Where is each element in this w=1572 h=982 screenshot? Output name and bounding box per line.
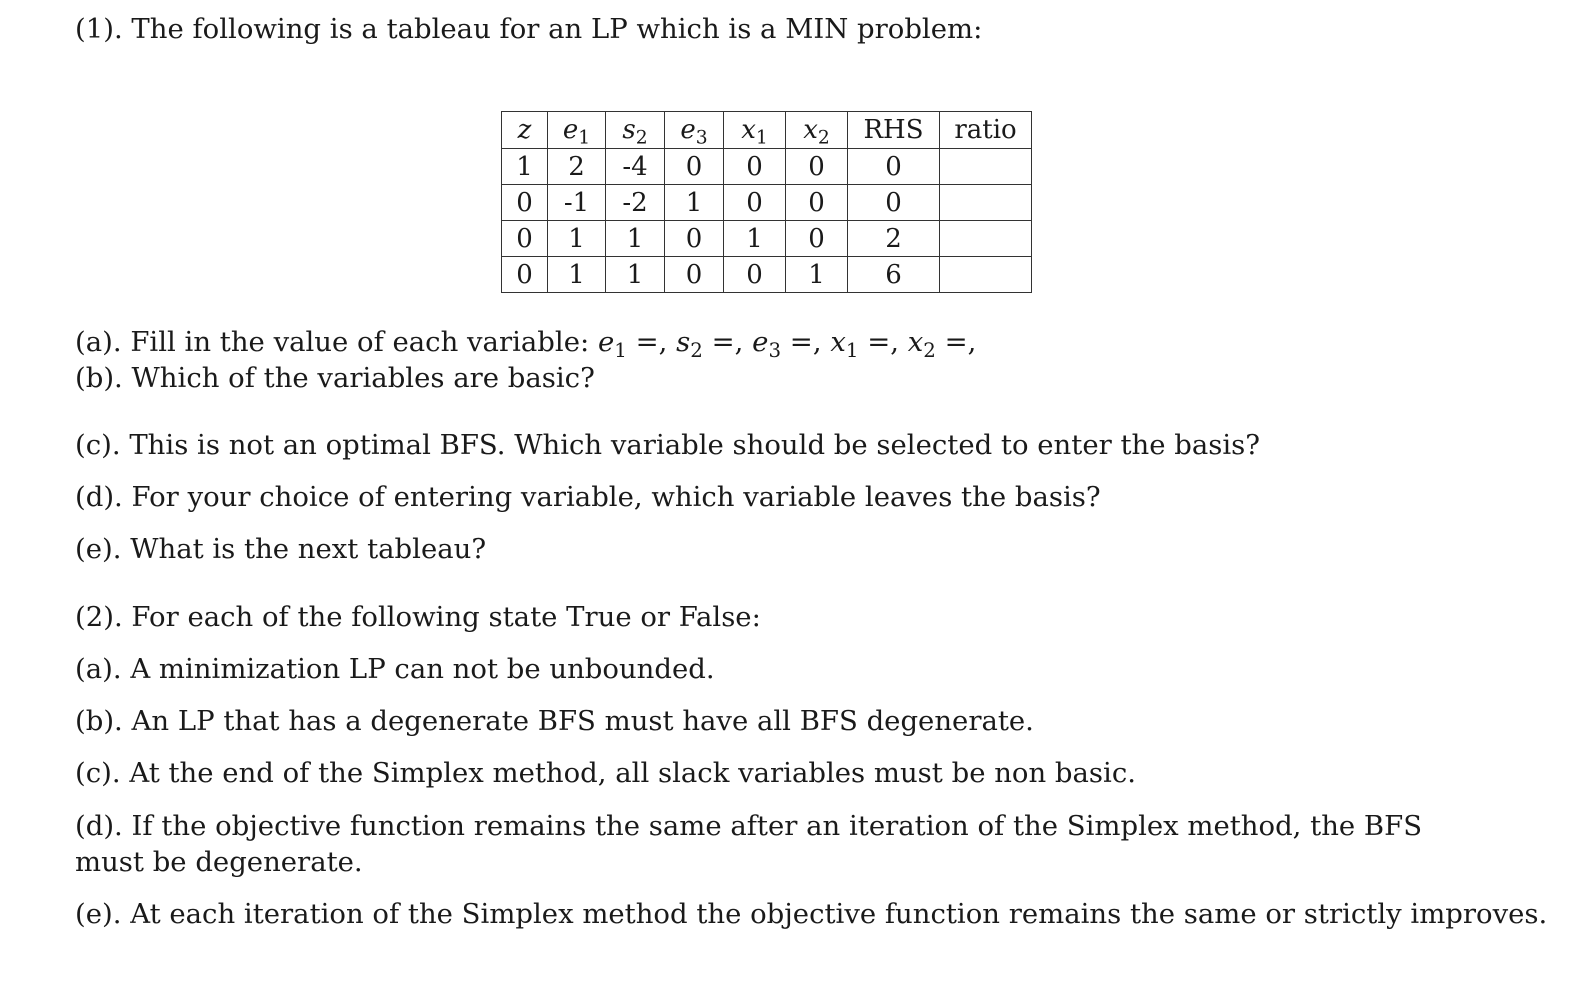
- tableau-cell: 0: [724, 257, 786, 293]
- tableau-cell: 2: [548, 149, 606, 185]
- tableau-cell: 0: [848, 185, 940, 221]
- header-e3: $e_3$: [665, 112, 724, 149]
- q1-c: (c). This is not an optimal BFS. Which variable should be selected to enter the basis?: [75, 429, 1261, 461]
- q1-b: (b). Which of the variables are basic?: [75, 362, 595, 394]
- tableau-row: [502, 221, 1032, 257]
- tableau-ratio-cell: [940, 221, 1032, 257]
- tableau-cell: 1: [548, 221, 606, 257]
- q2-d: (d). If the objective function remains the same after an iteration of the Simplex method, the BFS must be degenerate.: [75, 810, 1423, 878]
- tableau-cell: -2: [606, 185, 665, 221]
- tableau-cell: 0: [786, 185, 848, 221]
- tableau-cell: -1: [548, 185, 606, 221]
- tableau-cell: 0: [786, 149, 848, 185]
- tableau-cell: 1: [665, 185, 724, 221]
- q1-a-prefix: (a). Fill in the value of each variable:: [75, 326, 590, 358]
- q2-b: (b). An LP that has a degenerate BFS must have all BFS degenerate.: [75, 705, 1034, 737]
- tableau-cell: 0: [724, 185, 786, 221]
- tableau-cell: -4: [606, 149, 665, 185]
- q2-intro: (2). For each of the following state True or False:: [75, 601, 761, 633]
- tableau-cell: 0: [848, 149, 940, 185]
- q1-intro: (1). The following is a tableau for an LP which is a MIN problem:: [75, 13, 983, 45]
- tableau-cell: 0: [502, 185, 548, 221]
- q1-a-variables: $e_1$ =, $s_2$ =, $e_3$ =, $x_1$ =, $x_2$ =,: [597, 326, 977, 362]
- tableau-cell: 1: [724, 221, 786, 257]
- q2-c: (c). At the end of the Simplex method, all slack variables must be non basic.: [75, 757, 1136, 789]
- q1-d: (d). For your choice of entering variable, which variable leaves the basis?: [75, 481, 1101, 513]
- tableau-row: [502, 257, 1032, 293]
- q1-a: [75, 325, 977, 362]
- tableau-row: [502, 185, 1032, 221]
- tableau-cell: 1: [548, 257, 606, 293]
- tableau-ratio-cell: [940, 149, 1032, 185]
- q2-a: (a). A minimization LP can not be unbounded.: [75, 653, 715, 685]
- tableau-cell: 0: [786, 221, 848, 257]
- tableau-ratio-cell: [940, 185, 1032, 221]
- header-s2: $s_2$: [606, 112, 665, 149]
- tableau-cell: 0: [502, 257, 548, 293]
- q2-e: (e). At each iteration of the Simplex method the objective function remains the same or strictly improves.: [75, 898, 1548, 930]
- tableau-cell: 0: [724, 149, 786, 185]
- tableau-header-row: [502, 112, 1032, 149]
- tableau-cell: 0: [502, 221, 548, 257]
- tableau-cell: 0: [665, 257, 724, 293]
- header-rhs: RHS: [848, 112, 940, 149]
- header-e1: $e_1$: [548, 112, 606, 149]
- header-z: z: [502, 112, 548, 149]
- tableau-cell: 2: [848, 221, 940, 257]
- tableau-cell: 6: [848, 257, 940, 293]
- header-ratio: ratio: [940, 112, 1032, 149]
- tableau-ratio-cell: [940, 257, 1032, 293]
- header-x1: $x_1$: [724, 112, 786, 149]
- tableau-row: [502, 149, 1032, 185]
- tableau-cell: 1: [786, 257, 848, 293]
- tableau-cell: 1: [606, 257, 665, 293]
- tableau-cell: 0: [665, 149, 724, 185]
- tableau-cell: 0: [665, 221, 724, 257]
- q1-e: (e). What is the next tableau?: [75, 533, 487, 565]
- tableau-cell: 1: [502, 149, 548, 185]
- lp-tableau: [501, 111, 1032, 293]
- tableau-cell: 1: [606, 221, 665, 257]
- header-x2: $x_2$: [786, 112, 848, 149]
